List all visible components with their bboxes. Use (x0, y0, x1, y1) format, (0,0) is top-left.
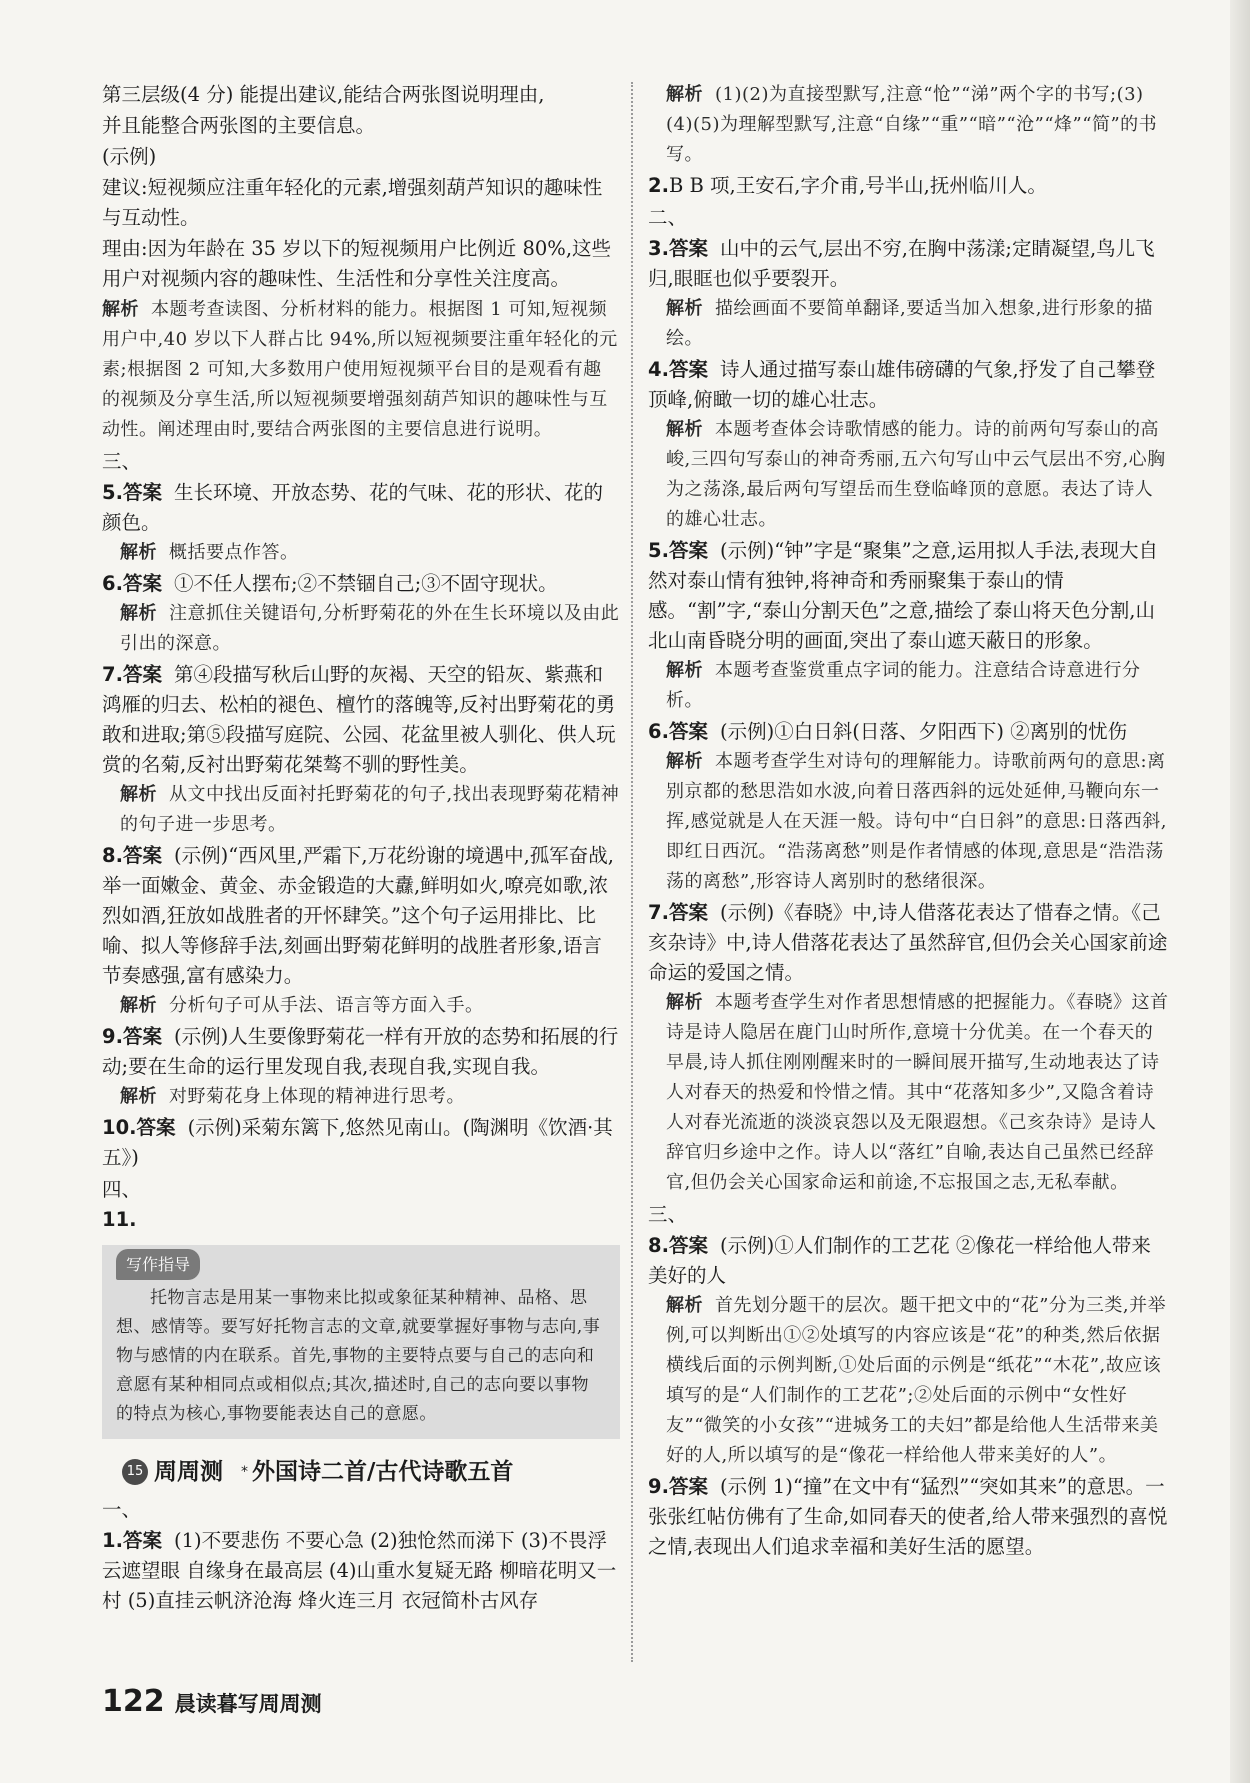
question-item (102, 1113, 620, 1173)
answer-tag: 答案 (668, 901, 708, 924)
question-item (648, 1472, 1170, 1562)
question-number: 5. (648, 539, 669, 562)
answer-text: 山中的云气,层出不穷,在胸中荡漾;定睛凝望,鸟儿飞归,眼眶也似乎要裂开。 (648, 237, 1155, 290)
question-item (648, 1231, 1170, 1471)
answer-tag: 答案 (668, 1475, 708, 1498)
writing-guide-badge: 写作指导 (116, 1249, 200, 1280)
intro-line: 理由:因为年龄在 35 岁以下的短视频用户比例近 80%,这些用户对视频内容的趣味性、生活性和分享性关注度高。 (102, 237, 612, 290)
column-divider (631, 82, 633, 1662)
question-item (102, 569, 620, 659)
question-item (102, 1022, 620, 1112)
week-test-subtitle: 外国诗二首/古代诗歌五首 (252, 1459, 514, 1485)
explanation-tag: 解析 (120, 542, 157, 563)
question-number: 3. (648, 237, 669, 260)
answer-text: (示例)“西风里,严霜下,万花纷谢的境遇中,孤军奋战,举一面嫩金、黄金、赤金锻造的大纛,鲜明如火,嘹亮如歌,浓烈如酒,狂放如战胜者的开怀肆笑。”这个句子运用排比、比喻、拟人等修辞手法,刻画出野菊花鲜明的战胜者形象,语言节奏感强,富有感染力。 (102, 844, 614, 987)
explanation-tag: 解析 (102, 299, 139, 320)
intro-explanation (102, 295, 620, 445)
question-item (102, 841, 620, 1021)
answer-tag: 答案 (122, 572, 162, 595)
answer-text: B B 项,王安石,字介甫,号半山,抚州临川人。 (668, 174, 1047, 197)
explanation-tag: 解析 (120, 1086, 157, 1107)
explanation-block (648, 80, 1170, 170)
section-heading: 一、 (102, 1498, 142, 1521)
explanation-tag: 解析 (666, 660, 703, 681)
intro-line: 并且能整合两张图的主要信息。 (102, 114, 376, 137)
question-number: 6. (648, 720, 669, 743)
week-test-heading (122, 1457, 620, 1487)
question-number: 10. (102, 1116, 137, 1139)
answer-tag: 答案 (122, 481, 162, 504)
answer-text: ①不任人摆布;②不禁锢自己;③不固守现状。 (174, 572, 558, 595)
question-number: 11. (102, 1208, 137, 1231)
week-number-badge: 15 (122, 1459, 148, 1485)
question-item (648, 171, 1170, 201)
explanation-text: 本题考查学生对作者思想情感的把握能力。《春晓》这首诗是诗人隐居在鹿门山时所作,意境十分优美。在一个春天的早晨,诗人抓住刚刚醒来时的一瞬间展开描写,生动地表达了诗人对春天的热爱和怜惜之情。其中“花落知多少”,又隐含着诗人对春光流逝的淡淡哀怨以及无限遐想。《己亥杂诗》是诗人辞官归乡途中之作。诗人以“落红”自喻,表达自己虽然已经辞官,但仍会关心国家命运和前途,不忘报国之志,无私奉献。 (666, 992, 1169, 1193)
right-column (648, 80, 1170, 1760)
explanation-text: 对野菊花身上体现的精神进行思考。 (169, 1086, 465, 1107)
question-number: 9. (648, 1475, 669, 1498)
answer-text: (示例)人生要像野菊花一样有开放的态势和拓展的行动;要在生命的运行里发现自我,表现自我,实现自我。 (102, 1025, 619, 1078)
explanation-text: (1)(2)为直接型默写,注意“怆”“涕”两个字的书写;(3)(4)(5)为理解型默写,注意“自缘”“重”“暗”“沧”“烽”“简”的书写。 (666, 84, 1158, 165)
section-heading: 四、 (102, 1178, 142, 1201)
explanation-text: 本题考查读图、分析材料的能力。根据图 1 可知,短视频用户中,40 岁以下人群占比 94%,所以短视频要注重年轻化的元素;根据图 2 可知,大多数用户使用短视频平台目的是观看有趣的视频及分享生活,所以短视频要增强刻葫芦知识的趣味性与互动性。阐述理由时,要结合两张图的主要信息进行说明。 (102, 299, 618, 440)
writing-guide-text: 托物言志是用某一事物来比拟或象征某种精神、品格、思想、感情等。要写好托物言志的文章,就要掌握好事物与志向,事物与感情的内在联系。首先,事物的主要特点要与自己的志向和意愿有某种相同点或相似点;其次,描述时,自己的志向要以事物的特点为核心,事物要能表达自己的意愿。 (116, 1288, 601, 1424)
section-heading: 三、 (648, 1203, 688, 1226)
answer-tag: 答案 (122, 663, 162, 686)
explanation-tag: 解析 (666, 84, 703, 105)
answer-text: (示例)“钟”字是“聚集”之意,运用拟人手法,表现大自然对泰山情有独钟,将神奇和秀丽聚集于泰山的情感。“割”字,“泰山分割天色”之意,描绘了泰山将天色分割,山北山南昏晓分明的画面,突出了泰山遮天蔽日的形象。 (648, 539, 1158, 652)
answer-tag: 答案 (668, 539, 708, 562)
answer-text: (示例 1)“撞”在文中有“猛烈”“突如其来”的意思。一张张红帖仿佛有了生命,如同春天的使者,给人带来强烈的喜悦之情,表现出人们追求幸福和美好生活的愿望。 (648, 1475, 1168, 1558)
explanation-text: 本题考查体会诗歌情感的能力。诗的前两句写泰山的高峻,三四句写泰山的神奇秀丽,五六句写山中云气层出不穷,心胸为之荡涤,最后两句写望岳而生登临峰顶的意愿。表达了诗人的雄心壮志。 (666, 419, 1166, 530)
answer-text: (示例)①白日斜(日落、夕阳西下) ②离别的忧伤 (720, 720, 1128, 743)
answer-text: 生长环境、开放态势、花的气味、花的形状、花的颜色。 (102, 481, 604, 534)
question-item (648, 355, 1170, 535)
question-item (648, 898, 1170, 1198)
answer-tag: 答案 (668, 358, 708, 381)
explanation-text: 本题考查学生对诗句的理解能力。诗歌前两句的意思:离别京都的愁思浩如水波,向着日落西斜的远处延伸,马鞭向东一挥,感觉就是人在天涯一般。诗句中“白日斜”的意思:日落西斜,即红日西沉。“浩荡离愁”则是作者情感的体现,意思是“浩浩荡荡的离愁”,形容诗人离别时的愁绪很深。 (666, 751, 1167, 892)
explanation-tag: 解析 (666, 1295, 703, 1316)
explanation-tag: 解析 (666, 751, 703, 772)
intro-line: (示例) (102, 145, 157, 168)
question-item (648, 536, 1170, 716)
explanation-tag: 解析 (666, 298, 703, 319)
answer-tag: 答案 (122, 844, 162, 867)
answer-tag: 答案 (122, 1529, 162, 1552)
explanation-text: 首先划分题干的层次。题干把文中的“花”分为三类,并举例,可以判断出①②处填写的内容应该是“花”的种类,然后依据横线后面的示例判断,①处后面的示例是“纸花”“木花”,故应该填写的是“人们制作的工艺花”;②处后面的示例中“女性好友”“微笑的小女孩”“进城务工的夫妇”都是给他人生活带来美好的人,所以填写的是“像花一样给他人带来美好的人”。 (666, 1295, 1167, 1466)
question-number: 8. (102, 844, 123, 867)
week-test-marker: * (241, 1464, 248, 1480)
section-heading: 三、 (102, 450, 142, 473)
question-number: 7. (102, 663, 123, 686)
question-number: 8. (648, 1234, 669, 1257)
answer-text: (示例)①人们制作的工艺花 ②像花一样给他人带来美好的人 (648, 1234, 1151, 1287)
page-footer (102, 1684, 322, 1719)
page-edge-shadow (1230, 0, 1250, 1783)
question-number: 1. (102, 1529, 123, 1552)
intro-line: 建议:短视频应注重年轻化的元素,增强刻葫芦知识的趣味性与互动性。 (102, 176, 603, 229)
explanation-text: 从文中找出反面衬托野菊花的句子,找出表现野菊花精神的句子进一步思考。 (120, 784, 620, 835)
explanation-tag: 解析 (120, 784, 157, 805)
question-number: 4. (648, 358, 669, 381)
intro-block (102, 80, 620, 445)
explanation-text: 概括要点作答。 (169, 542, 299, 563)
question-item (102, 478, 620, 568)
explanation-text: 注意抓住关键语句,分析野菊花的外在生长环境以及由此引出的深意。 (120, 603, 620, 654)
answer-tag: 答案 (668, 720, 708, 743)
answer-tag: 答案 (136, 1116, 176, 1139)
explanation-tag: 解析 (666, 992, 703, 1013)
writing-guide-box (102, 1245, 620, 1439)
week-test-name: 周周测 (154, 1459, 223, 1485)
answer-tag: 答案 (122, 1025, 162, 1048)
page-number: 122 (102, 1684, 165, 1719)
question-item (102, 660, 620, 840)
question-number: 7. (648, 901, 669, 924)
section-heading: 二、 (648, 206, 688, 229)
answer-tag: 答案 (668, 1234, 708, 1257)
left-column (102, 80, 620, 1760)
question-number: 9. (102, 1025, 123, 1048)
explanation-text: 描绘画面不要简单翻译,要适当加入想象,进行形象的描绘。 (666, 298, 1153, 349)
explanation-tag: 解析 (120, 995, 157, 1016)
explanation-text: 分析句子可从手法、语言等方面入手。 (169, 995, 484, 1016)
question-number: 6. (102, 572, 123, 595)
intro-line: 第三层级(4 分) 能提出建议,能结合两张图说明理由, (102, 83, 545, 106)
answer-text: (示例)采菊东篱下,悠然见南山。(陶渊明《饮酒·其五》) (102, 1116, 613, 1169)
explanation-tag: 解析 (666, 419, 703, 440)
question-item (102, 1526, 620, 1616)
answer-text: (1)不要悲伤 不要心急 (2)独怆然而涕下 (3)不畏浮云遮望眼 自缘身在最高层 (4)山重水复疑无路 柳暗花明又一村 (5)直挂云帆济沧海 烽火连三月 衣冠简朴古风存 (102, 1529, 617, 1612)
question-number: 2. (648, 174, 669, 197)
book-title: 晨读暮写周周测 (174, 1692, 322, 1716)
answer-tag: 答案 (668, 237, 708, 260)
answer-text: (示例)《春晓》中,诗人借落花表达了惜春之情。《己亥杂诗》中,诗人借落花表达了虽然辞官,但仍会关心国家前途命运的爱国之情。 (648, 901, 1168, 984)
question-item (648, 717, 1170, 897)
question-number: 5. (102, 481, 123, 504)
explanation-tag: 解析 (120, 603, 157, 624)
explanation-text: 本题考查鉴赏重点字词的能力。注意结合诗意进行分析。 (666, 660, 1141, 711)
answer-text: 诗人通过描写泰山雄伟磅礴的气象,抒发了自己攀登顶峰,俯瞰一切的雄心壮志。 (648, 358, 1156, 411)
answer-text: 第④段描写秋后山野的灰褐、天空的铅灰、紫燕和鸿雁的归去、松柏的褪色、檀竹的落魄等,反衬出野菊花的勇敢和进取;第⑤段描写庭院、公园、花盆里被人驯化、供人玩赏的名菊,反衬出野菊花桀骜不驯的野性美。 (102, 663, 616, 776)
question-item (648, 234, 1170, 354)
